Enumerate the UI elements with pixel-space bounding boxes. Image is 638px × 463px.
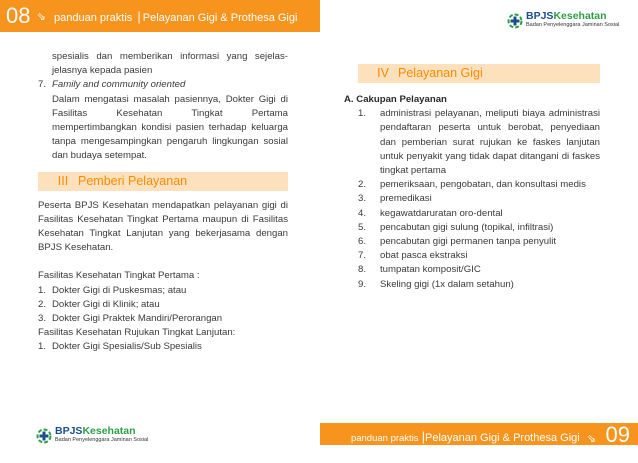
logo-subtitle: Badan Penyelenggara Jaminan Sosial: [55, 437, 149, 443]
right-column: [344, 50, 600, 292]
item-text: kegawatdaruratan oro-dental: [380, 207, 503, 219]
item-text: Dokter Gigi di Puskesmas; atau: [52, 284, 187, 296]
paragraph-1: Peserta BPJS Kesehatan mendapatkan pelayanan gigi di Fasilitas Kesehatan Tingkat Pertama maupun di Fasilitas Kesehatan Tingkat Lanjutan yang bekerjasama dengan BPJS Kesehatan.: [38, 199, 288, 254]
fkrtl-heading: Fasilitas Kesehatan Rujukan Tingkat Lanjutan:: [38, 327, 236, 339]
item-text: obat pasca ekstraksi: [380, 250, 468, 262]
top-header: [0, 0, 638, 40]
item-text: premedikasi: [380, 193, 432, 205]
item-number: 6.: [358, 236, 367, 248]
item-text: pemeriksaan, pengobatan, dan konsultasi medis: [380, 179, 586, 191]
list-item: [358, 192, 600, 206]
list-item: [38, 298, 288, 312]
footer-separator: |: [421, 429, 426, 444]
item-number: 1.: [358, 108, 367, 120]
bpjs-logo-top: [507, 12, 619, 30]
list-item: [38, 340, 288, 354]
logo-brand-a: BPJS: [526, 10, 554, 22]
item-text: tumpatan komposit/GIC: [380, 264, 481, 276]
service-list: [344, 107, 600, 292]
section-3-heading: [38, 172, 288, 191]
logo-brand-b: Kesehatan: [82, 425, 136, 437]
item-number: 5.: [358, 221, 367, 233]
item-number: 9.: [358, 278, 367, 290]
arrow-icon: ⇘: [586, 432, 596, 445]
section-4-heading: [358, 64, 600, 83]
continued-text: spesialis dan memberikan informasi yang sejelas-jelasnya kepada pasien: [52, 51, 288, 77]
item-text: pencabutan gigi sulung (topikal, infiltrasi): [380, 221, 554, 233]
list-item: [358, 221, 600, 235]
item-text: Dokter Gigi Praktek Mandiri/Perorangan: [52, 313, 223, 325]
header-main-title: Pelayanan Gigi & Prothesa Gigi: [142, 12, 298, 24]
item-number: 2.: [38, 298, 47, 310]
list-item: [38, 312, 288, 326]
footer-title: [351, 429, 596, 445]
subsection-heading: A. Cakupan Pelayanan: [344, 94, 447, 105]
section-roman: III: [57, 174, 69, 189]
item-7-text: Dalam mengatasi masalah pasiennya, Dokter Gigi di Fasilitas Kesehatan Tingkat Pertama mempertimbangkan kondisi pasien terhadap keluarga tanpa mengesampingkan pengaruh lingkungan sosial dan budaya setempat.: [52, 93, 288, 162]
logo-brand-b: Kesehatan: [553, 10, 607, 22]
item-number: 1.: [38, 341, 47, 353]
header-title: [54, 9, 297, 24]
fktp-heading: Fasilitas Kesehatan Tingkat Pertama :: [38, 270, 200, 282]
list-item: [358, 263, 600, 277]
logo-subtitle: Badan Penyelenggara Jaminan Sosial: [526, 22, 620, 28]
item-number: 1.: [38, 284, 47, 296]
item-number: 4.: [358, 207, 367, 219]
list-item: [358, 107, 600, 178]
item-number: 7.: [38, 79, 47, 91]
bpjs-logo-icon: [36, 428, 52, 444]
arrow-icon: ⇘: [36, 11, 46, 24]
item-number: 3.: [358, 193, 367, 205]
item-number: 3.: [38, 313, 47, 325]
list-item-7: [38, 78, 288, 92]
item-text: Dokter Gigi di Klinik; atau: [52, 298, 160, 310]
item-title: Family and community oriented: [52, 79, 186, 91]
page-number-right: 09: [605, 422, 630, 447]
item-number: 2.: [358, 179, 367, 191]
section-roman: IV: [377, 66, 389, 81]
list-item: [358, 278, 600, 292]
item-text: Skeling gigi (1x dalam setahun): [380, 278, 514, 290]
page-number-left-text: 08: [6, 3, 31, 28]
header-subtitle: panduan praktis: [54, 12, 133, 24]
item-number: 7.: [358, 250, 367, 262]
list-item: [358, 235, 600, 249]
logo-brand-a: BPJS: [55, 425, 83, 437]
item-text: pencabutan gigi permanen tanpa penyulit: [380, 236, 557, 248]
left-column: [38, 50, 288, 355]
header-separator: |: [137, 9, 141, 24]
bpjs-logo-icon: [507, 13, 523, 29]
footer-subtitle: panduan praktis: [350, 433, 419, 444]
bpjs-logo-bottom: [36, 427, 148, 445]
list-item: [358, 207, 600, 221]
item-text: administrasi pelayanan, meliputi biaya administrasi pendaftaran peserta untuk berobat, penyediaan dan pemberian surat rujukan ke faskes lanjutan untuk penyakit yang tidak dapat ditangani di faskes tingkat pertama: [380, 108, 600, 177]
page-number-left: [6, 4, 46, 29]
list-item: [38, 284, 288, 298]
list-item: [358, 178, 600, 192]
item-number: 8.: [358, 264, 367, 276]
item-text: Dokter Gigi Spesialis/Sub Spesialis: [52, 341, 202, 353]
section-title: Pelayanan Gigi: [398, 66, 483, 81]
footer-main-title: Pelayanan Gigi & Prothesa Gigi: [425, 432, 580, 444]
section-title: Pemberi Pelayanan: [78, 174, 188, 189]
list-item: [358, 249, 600, 263]
